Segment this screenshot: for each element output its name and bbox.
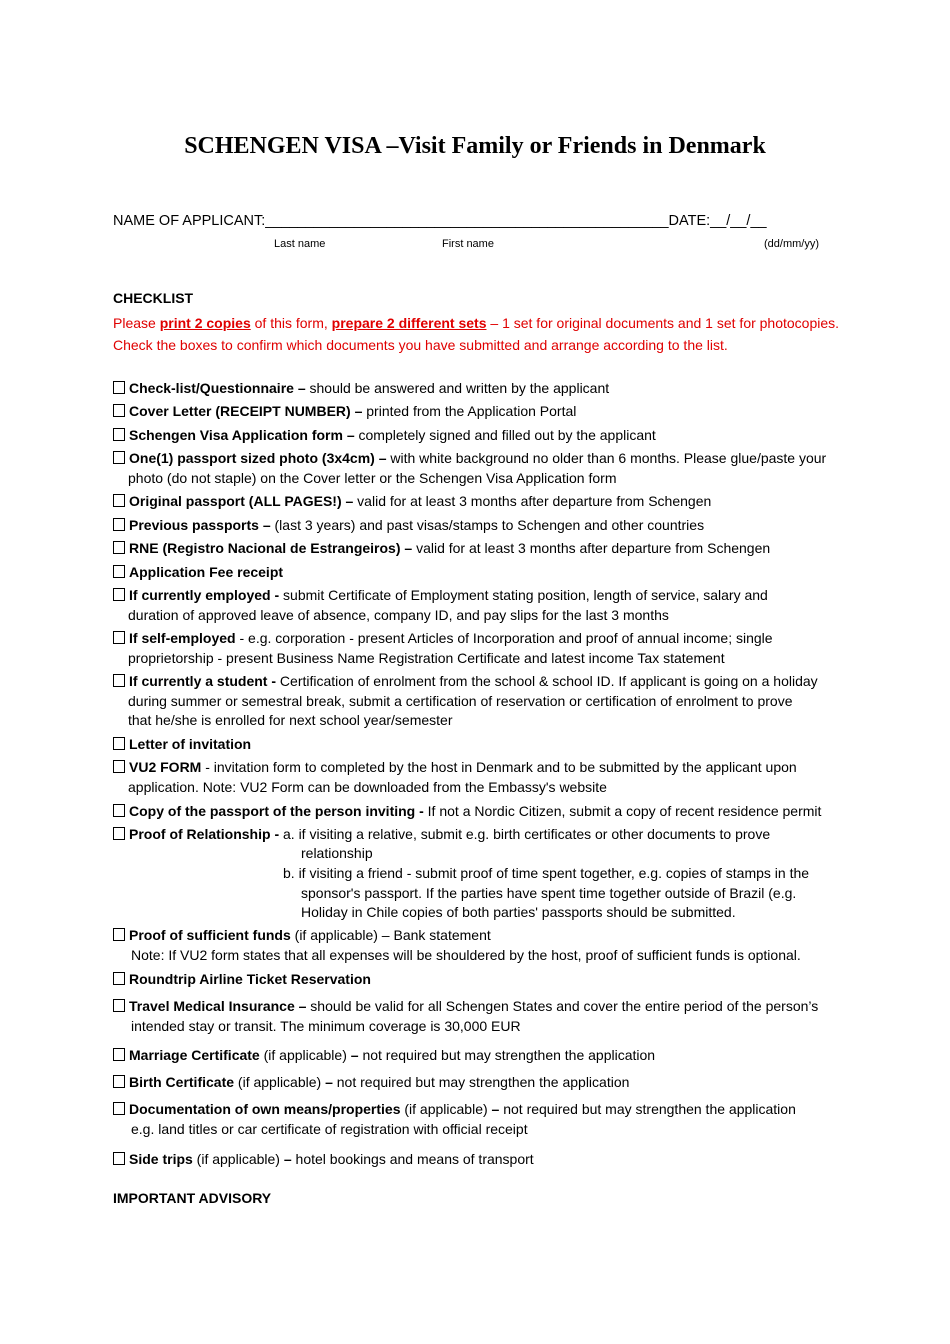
date-label: DATE: — [668, 213, 711, 229]
item-continuation: application. Note: VU2 Form can be downloaded from the Embassy's website — [128, 778, 607, 795]
item-title: Travel Medical Insurance – — [129, 998, 307, 1014]
checklist-item — [113, 1100, 873, 1139]
checkbox[interactable] — [113, 827, 125, 840]
checklist-item — [113, 539, 873, 559]
checkbox[interactable] — [113, 737, 125, 750]
item-title: If currently a student - — [129, 673, 277, 689]
prepare-sets-emphasis: prepare 2 different sets — [331, 315, 487, 331]
checklist-item — [113, 1150, 873, 1170]
item-description: (if applicable) — [192, 1151, 284, 1167]
print-copies-emphasis: print 2 copies — [159, 315, 251, 331]
item-dash: – — [283, 1151, 292, 1167]
item-title: Copy of the passport of the person inviting - — [129, 803, 424, 819]
item-title: Roundtrip Airline Ticket Reservation — [129, 971, 371, 987]
item-title: Documentation of own means/properties — [129, 1101, 401, 1117]
item-description: with white background no older than 6 months. Please glue/paste your — [386, 450, 827, 466]
item-title: Cover Letter (RECEIPT NUMBER) – — [129, 403, 363, 419]
checkbox[interactable] — [113, 428, 125, 441]
item-title: Application Fee receipt — [129, 564, 284, 580]
checklist-heading: CHECKLIST — [113, 290, 194, 306]
item-title: Proof of Relationship - — [129, 826, 280, 842]
checklist-item — [113, 449, 873, 488]
relationship-b-line-3: Holiday in Chile copies of both parties' passports should be submitted. — [301, 904, 736, 920]
item-description: hotel bookings and means of transport — [291, 1151, 534, 1167]
item-title: Marriage Certificate — [129, 1047, 260, 1063]
checkbox[interactable] — [113, 451, 125, 464]
item-title: If self-employed — [129, 630, 236, 646]
item-continuation: duration of approved leave of absence, company ID, and pay slips for the last 3 months — [128, 606, 669, 623]
item-description: not required but may strengthen the application — [358, 1047, 656, 1063]
instruction-line-2: Check the boxes to confirm which documents you have submitted and arrange according to the list. — [113, 337, 728, 353]
checklist-item — [113, 1046, 873, 1066]
checklist-item — [113, 629, 873, 668]
applicant-name-row — [113, 213, 767, 229]
item-title: Proof of sufficient funds — [129, 927, 291, 943]
item-dash: – — [350, 1047, 359, 1063]
checkbox[interactable] — [113, 999, 125, 1012]
item-description: - e.g. corporation - present Articles of Incorporation and proof of annual income; single — [235, 630, 773, 646]
item-title: Schengen Visa Application form – — [129, 427, 355, 443]
instruction-text: Please — [113, 315, 160, 331]
item-title: Letter of invitation — [129, 736, 252, 752]
item-description: (if applicable) — [234, 1074, 326, 1090]
name-label: NAME OF APPLICANT: — [113, 213, 266, 229]
checkbox[interactable] — [113, 518, 125, 531]
item-description: (if applicable) — [259, 1047, 351, 1063]
item-description: Certification of enrolment from the school & school ID. If applicant is going on a holiday — [276, 673, 818, 689]
checklist-item — [113, 402, 873, 422]
checklist-item — [113, 563, 873, 583]
item-title: Previous passports – — [129, 517, 271, 533]
item-title: Birth Certificate — [129, 1074, 235, 1090]
checkbox[interactable] — [113, 1152, 125, 1165]
checklist-item — [113, 672, 873, 731]
checkbox[interactable] — [113, 588, 125, 601]
checkbox[interactable] — [113, 760, 125, 773]
checkbox[interactable] — [113, 494, 125, 507]
checkbox[interactable] — [113, 565, 125, 578]
checklist-item — [113, 492, 873, 512]
last-name-caption: Last name — [274, 238, 326, 250]
item-continuation: proprietorship - present Business Name Registration Certificate and latest income Tax statement — [128, 649, 725, 666]
date-format-caption: (dd/mm/yy) — [764, 238, 819, 250]
item-description: submit Certificate of Employment stating position, length of service, salary and — [279, 587, 768, 603]
checklist-item — [113, 586, 873, 625]
checklist-item — [113, 970, 873, 990]
checkbox[interactable] — [113, 381, 125, 394]
item-dash: – — [491, 1101, 500, 1117]
checklist-item — [113, 1073, 873, 1093]
item-description: valid for at least 3 months after departure from Schengen — [412, 540, 771, 556]
item-title: VU2 FORM — [129, 759, 202, 775]
item-title: If currently employed - — [129, 587, 280, 603]
item-description: (last 3 years) and past visas/stamps to Schengen and other countries — [270, 517, 705, 533]
checklist-item — [113, 379, 873, 399]
item-description: If not a Nordic Citizen, submit a copy of recent residence permit — [423, 803, 822, 819]
relationship-a-line-2: relationship — [301, 845, 373, 861]
checkbox[interactable] — [113, 674, 125, 687]
checkbox[interactable] — [113, 631, 125, 644]
item-continuation: during summer or semestral break, submit a certification of reservation or certification of enrolment to prove — [128, 692, 793, 709]
item-title: Original passport (ALL PAGES!) – — [129, 493, 354, 509]
checklist-item — [113, 735, 873, 755]
item-description: - invitation form to completed by the host in Denmark and to be submitted by the applicant upon — [201, 759, 797, 775]
checkbox[interactable] — [113, 804, 125, 817]
item-description: printed from the Application Portal — [362, 403, 577, 419]
important-advisory-heading: IMPORTANT ADVISORY — [113, 1190, 272, 1206]
name-field[interactable]: __________________________________________________ — [265, 213, 669, 229]
item-description: completely signed and filled out by the applicant — [354, 427, 656, 443]
instruction-text: – 1 set for original documents and 1 set for photocopies. — [486, 315, 840, 331]
checklist-item — [113, 758, 873, 797]
checklist-item — [113, 926, 873, 965]
item-description: not required but may strengthen the application — [499, 1101, 796, 1117]
item-description: not required but may strengthen the application — [332, 1074, 630, 1090]
item-continuation: photo (do not staple) on the Cover letter or the Schengen Visa Application form — [128, 469, 617, 486]
item-description: should be answered and written by the applicant — [305, 380, 610, 396]
item-title: Side trips — [129, 1151, 193, 1167]
instruction-line-1 — [113, 315, 839, 331]
checkbox[interactable] — [113, 1075, 125, 1088]
checkbox[interactable] — [113, 1048, 125, 1061]
checklist-item — [113, 516, 873, 536]
page-title: SCHENGEN VISA –Visit Family or Friends in Denmark — [184, 133, 766, 159]
relationship-b-line-1: b. if visiting a friend - submit proof of time spent together, e.g. copies of stamps in the — [283, 865, 810, 881]
first-name-caption: First name — [442, 238, 494, 250]
checklist-item — [113, 426, 873, 446]
date-field[interactable]: __/__/__ — [710, 213, 767, 229]
checkbox[interactable] — [113, 541, 125, 554]
item-description: (if applicable) – Bank statement — [290, 927, 491, 943]
checkbox[interactable] — [113, 972, 125, 985]
item-description: valid for at least 3 months after departure from Schengen — [353, 493, 712, 509]
item-description: (if applicable) — [400, 1101, 492, 1117]
relationship-a-line-1: a. if visiting a relative, submit e.g. birth certificates or other documents to prove — [283, 826, 771, 842]
checklist-item — [113, 802, 873, 822]
item-title: Check-list/Questionnaire – — [129, 380, 306, 396]
checkbox[interactable] — [113, 928, 125, 941]
checkbox[interactable] — [113, 404, 125, 417]
checklist-item — [113, 997, 873, 1036]
instruction-text: of this form, — [250, 315, 332, 331]
item-continuation: Note: If VU2 form states that all expenses will be shouldered by the host, proof of sufficient funds is optional. — [131, 946, 801, 963]
item-title: RNE (Registro Nacional de Estrangeiros) – — [129, 540, 413, 556]
checkbox[interactable] — [113, 1102, 125, 1115]
item-title: One(1) passport sized photo (3x4cm) – — [129, 450, 387, 466]
item-continuation: e.g. land titles or car certificate of registration with official receipt — [131, 1120, 528, 1137]
item-continuation: that he/she is enrolled for next school year/semester — [128, 712, 453, 728]
relationship-b-line-2: sponsor's passport. If the parties have spent time together outside of Brazil (e.g. — [301, 885, 797, 901]
item-dash: – — [325, 1074, 333, 1090]
item-description: should be valid for all Schengen States and cover the entire period of the person’s — [306, 998, 819, 1014]
item-continuation: intended stay or transit. The minimum coverage is 30,000 EUR — [131, 1017, 521, 1034]
